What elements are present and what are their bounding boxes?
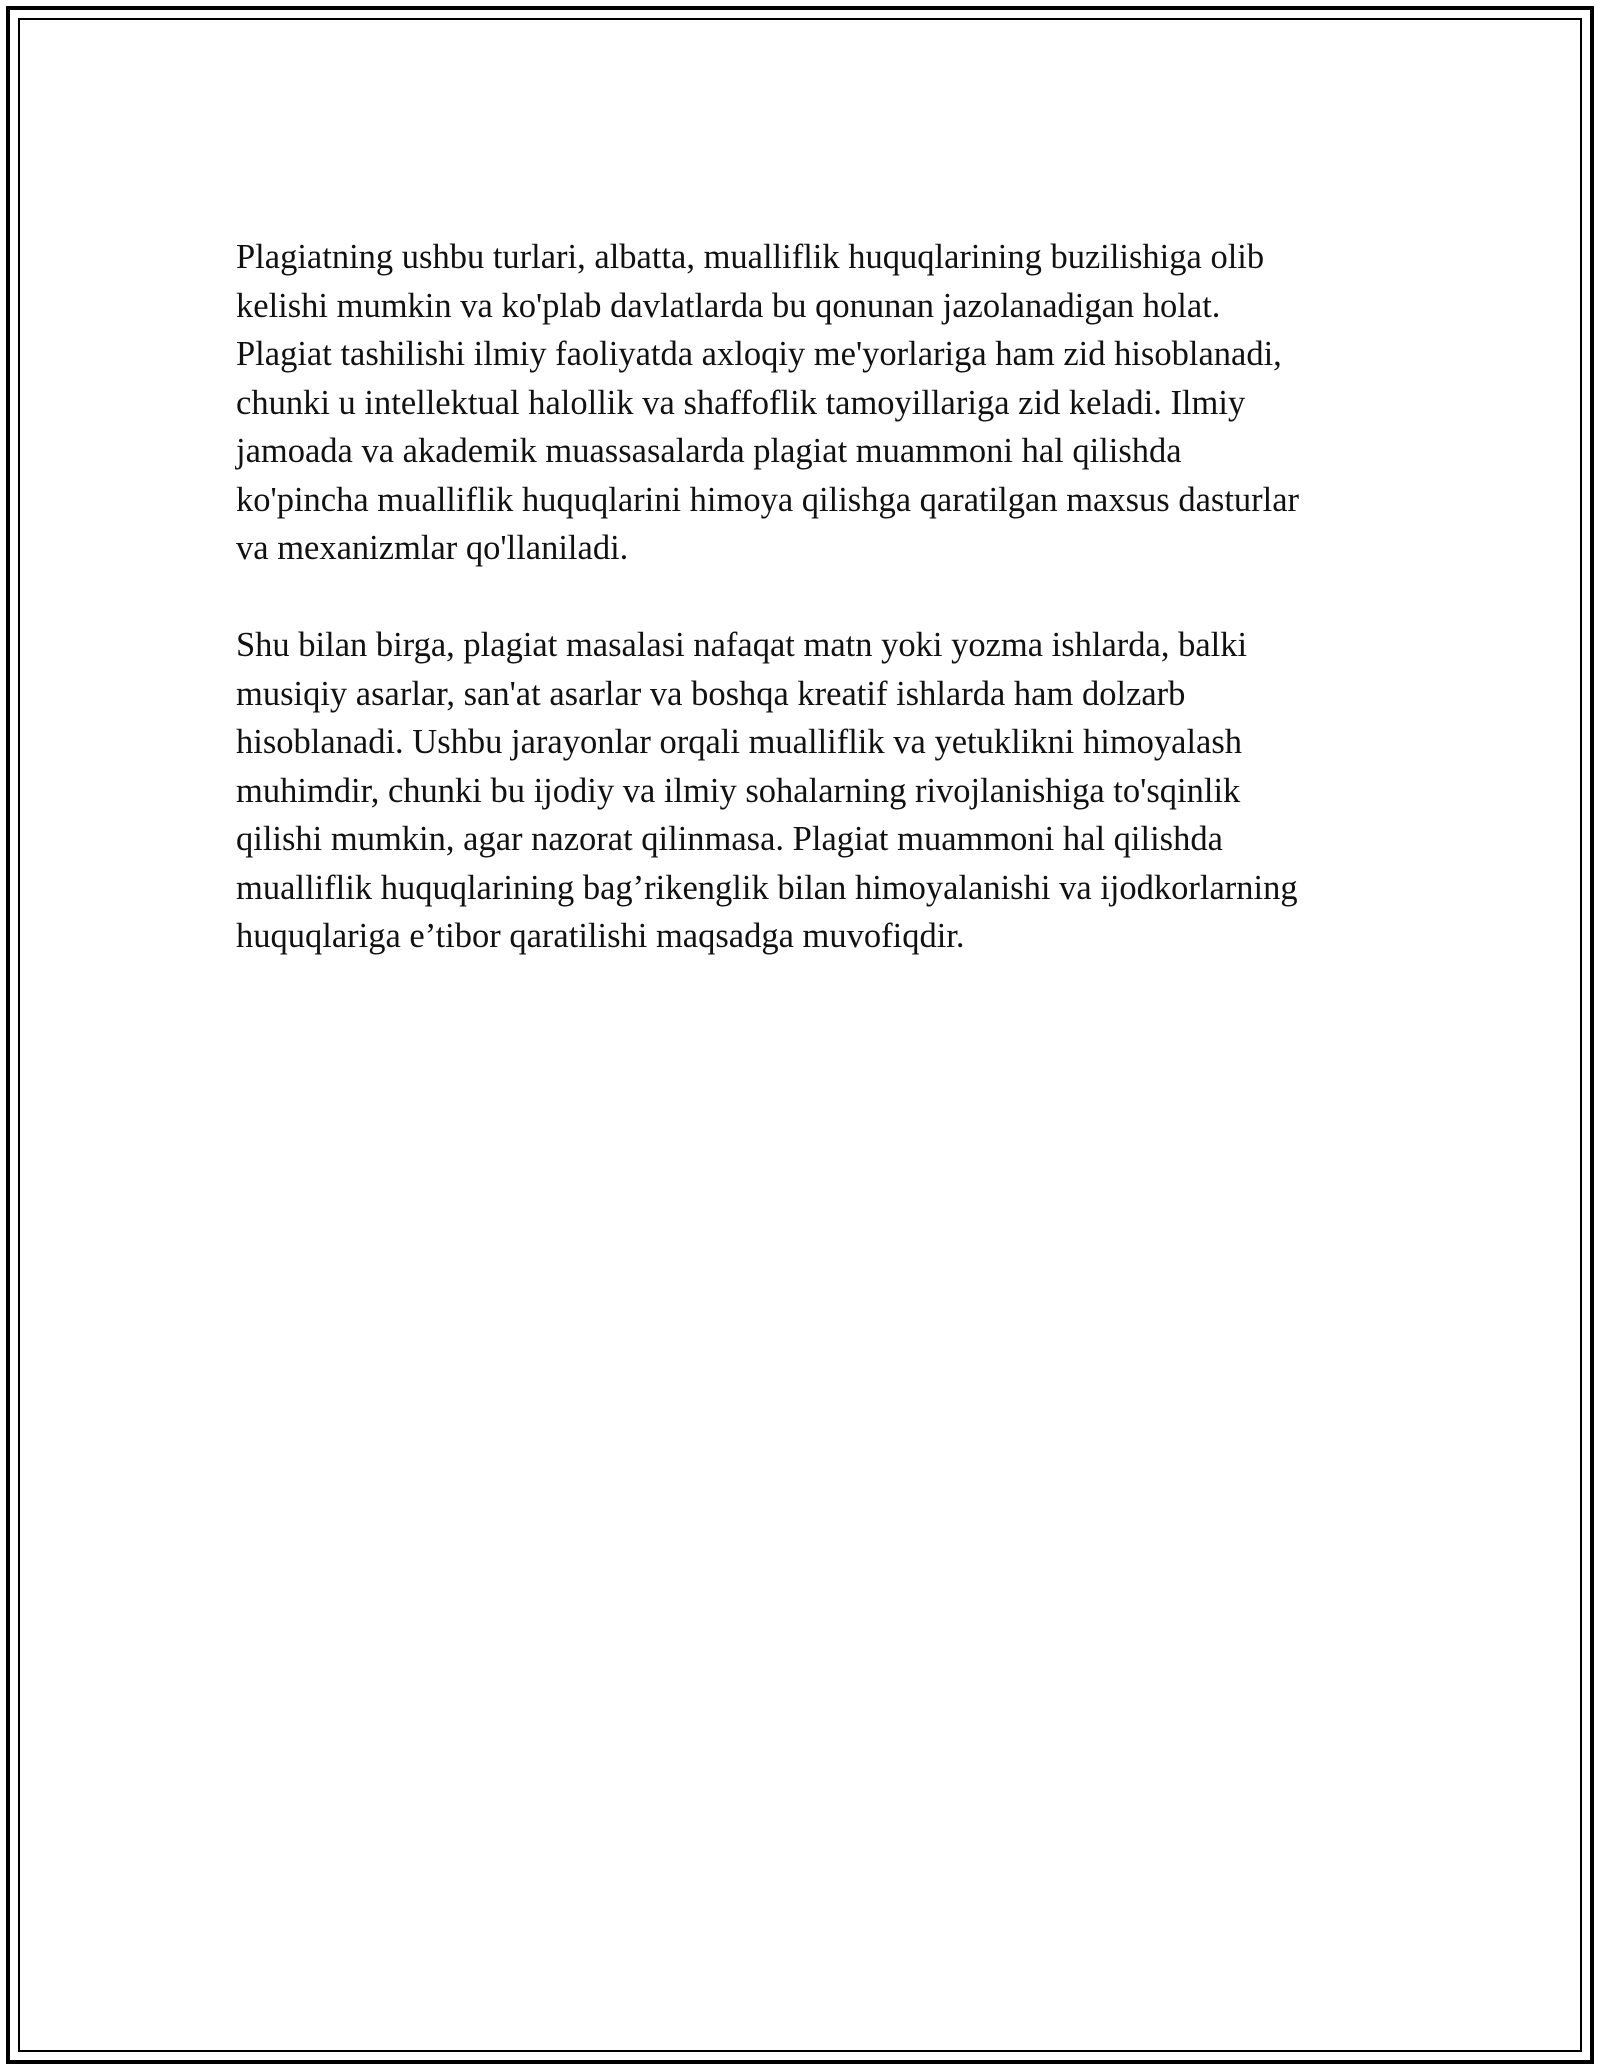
text-line: huquqlariga e’tibor qaratilishi maqsadga muvofiqdir. bbox=[236, 917, 965, 955]
text-line: va mexanizmlar qo'llaniladi. bbox=[236, 529, 629, 567]
text-line: chunki u intellektual halollik va shaffoflik tamoyillariga zid keladi. Ilmiy bbox=[236, 383, 1246, 422]
text-line: Plagiat tashilishi ilmiy faoliyatda axloqiy me'yorlariga ham zid hisoblanadi, bbox=[236, 335, 1282, 373]
document-body bbox=[236, 233, 1386, 1009]
text-line: jamoada va akademik muassasalarda plagiat muammoni hal qilishda bbox=[236, 432, 1182, 470]
text-line: muhimdir, chunki bu ijodiy va ilmiy sohalarning rivojlanishiga to'sqinlik bbox=[236, 771, 1241, 810]
text-line: mualliflik huquqlarining bag’rikenglik bilan himoyalanishi va ijodkorlarning bbox=[236, 868, 1298, 907]
text-line: Shu bilan birga, plagiat masalasi nafaqat matn yoki yozma ishlarda, balki bbox=[236, 626, 1248, 664]
text-line: ko'pincha mualliflik huquqlarini himoya qilishga qaratilgan maxsus dasturlar bbox=[236, 480, 1300, 519]
paragraph-2 bbox=[236, 621, 1386, 961]
text-line: qilishi mumkin, agar nazorat qilinmasa. Plagiat muammoni hal qilishda bbox=[236, 820, 1223, 858]
text-line: Plagiatning ushbu turlari, albatta, mualliflik huquqlarining buzilishiga olib bbox=[236, 238, 1265, 276]
text-line: hisoblanadi. Ushbu jarayonlar orqali mualliflik va yetuklikni himoyalash bbox=[236, 723, 1243, 761]
text-line: musiqiy asarlar, san'at asarlar va boshqa kreatif ishlarda ham dolzarb bbox=[236, 674, 1186, 713]
text-line: kelishi mumkin va ko'plab davlatlarda bu qonunan jazolanadigan holat. bbox=[236, 286, 1221, 325]
paragraph-1 bbox=[236, 233, 1386, 573]
